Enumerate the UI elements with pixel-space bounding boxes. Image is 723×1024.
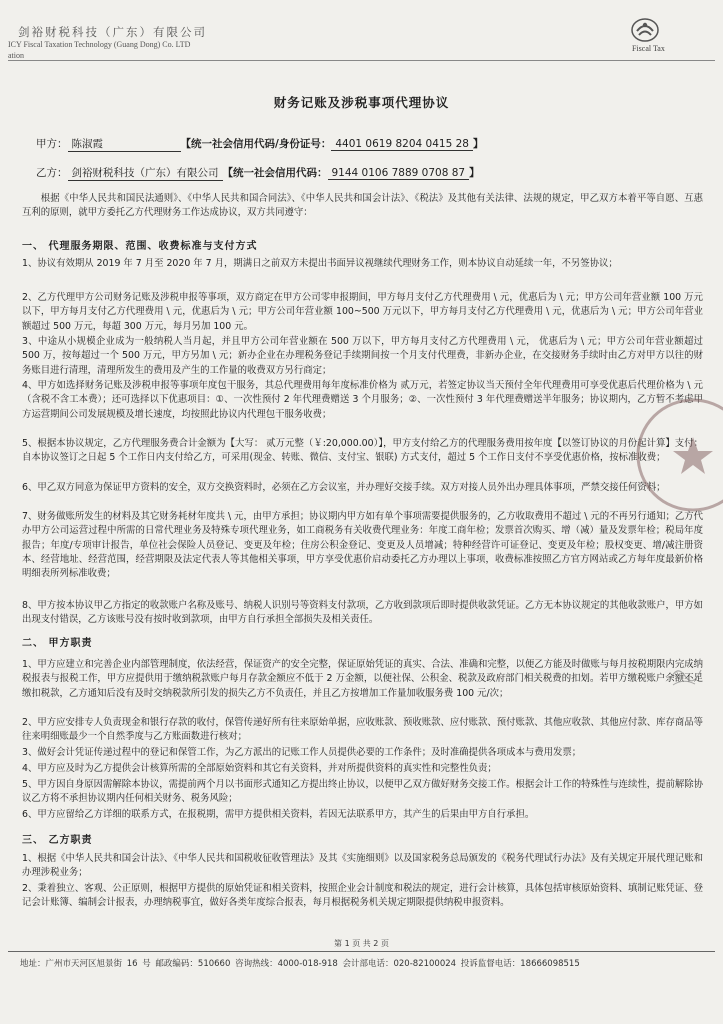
party-a-id-label: 【统一社会信用代码/身份证号： [180,138,332,150]
section-3-heading: 三、 乙方职责 [22,835,93,846]
company-name-cn: 剑裕财税科技（广东）有限公司 [18,25,207,39]
company-name-en: ICY Fiscal Taxation Technology (Guang Dong) Co. LTD [8,40,191,49]
footer-divider [8,951,715,952]
party-a-name: 陈淑霞 [68,136,181,152]
party-a-id-value: 4401 0619 8204 0415 28 [331,138,473,151]
section-2-item-2: 2、甲方应安排专人负责现金和银行存款的收付，保管传递好所有往来原始单据，应收账款、预收账款、应付账款、预付账款、其他应收款、其他应付款、库存商品等往来明细账最少一个自然季度与乙方账面数进行核对； [22,717,703,743]
section-1-heading: 一、 代理服务期限、范围、收费标准与支付方式 [22,241,258,252]
party-a-label: 甲方： [36,138,68,150]
party-a-close: 】 [472,138,484,150]
page-number: 第 1 页 共 2 页 [334,939,389,948]
party-b-id-value: 9144 0106 7889 0708 87 [328,167,470,180]
section-2-item-3: 3、做好会计凭证传递过程中的登记和保管工作，为乙方派出的记账工作人员提供必要的工作条件；及时准确提供各项成本与费用发票； [22,747,582,758]
section-1-item-7: 7、财务做账所发生的材料及其它财务耗材年度共 \ 元，由甲方承担；协议期内甲方如有单个事项需要提供服务的，乙方收取费用不超过 \ 元的不再另行通知；乙方代办甲方公司运营过程中所需的日常代理业务及特殊专项代理业务，如工商税务有关收费代理业务：年度工商年检；发票首次购买、增（减）量及发票年检；税局年度报告；年度/专项审计报告，单位社会保险人员登记、变更及年检；住房公积金登记、变更及人员增减；特种经营许可证登记、变更及年检；股权变更、增/减注册资本、经营地址、经营范围，经营期限及法定代表人等其他相关事项，甲方享受优惠价启动委托乙方办理以上事项，收费标准按照乙方官方网站或乙方每年度最新价格明细表所列标准收费； [22,511,703,580]
section-2-item-4: 4、甲方应及时为乙方提供会计核算所需的全部原始资料和其它有关资料，并对所提供资料的真实性和完整性负责； [22,763,497,774]
section-1-item-4: 4、甲方如选择财务记账及涉税申报等事项年度包干服务，其总代理费用每年度标准价格为 贰万元，若签定协议当天预付全年代理费用可享受优惠后代理价格为 \ 元（含税不含工本费）；还可选择以下优惠项目：①、一次性预付 2 年代理费赠送 3 个月服务；②、一次性预付 3 年代理费赠送半年服务；协议期内，乙方暂不考虑甲方运营期间公司发展规模及增长速度，均按照此协议内代理包干服务收费； [22,380,703,420]
section-1-item-6: 6、甲乙双方同意为保证甲方资料的安全，双方交换资料时，必须在乙方会议室，并办理好交接手续。双方对接人员外出办理具体事项，严禁交接任何资料； [22,482,666,493]
section-1-item-2: 2、乙方代理甲方公司财务记账及涉税申报等事项，双方商定在甲方公司零申报期间，甲方每月支付乙方代理费用 \ 元，优惠后为 \ 元；甲方公司年营业额 100 万元以下，甲方每月支付乙方代理费用 \ 元，优惠后为 \ 元；甲方公司年营业额 100~500 万元以下，甲方每月支付乙方代理费用 \ 元，优惠后为 \ 元；甲方公司年营业额超过 500 万元，每超 300 万元，每月另加 100 元。 [22,292,703,332]
section-1-item-8: 8、甲方按本协议甲乙方指定的收款账户名称及账号、纳税人识别号等资料支付款项，乙方收到款项后即时提供收款凭证。乙方无本协议规定的其他收款账户，甲方如出现支付错误，乙方该账号没有按时收到款项，由甲方自行承担全部损失及相关责任。 [22,600,703,626]
company-seal-stamp [633,395,723,515]
section-1-item-5: 5、根据本协议规定，乙方代理服务费合计金额为【大写： 贰万元整（￥:20,000.00）】，甲方支付给乙方的代理服务费用按年度【以签订协议的月份起计算】支付：自本协议签订之日起 5 个工作日内支付给乙方，可采用(现金、转账、微信、支付宝、银联) 方式支付，超过 5 个工作日支付不享受优惠价格，按标准收费； [22,438,703,464]
section-2-item-6: 6、甲方应留给乙方详细的联系方式，在报税期，需甲方提供相关资料，若因无法联系甲方，其产生的后果由甲方自行承担。 [22,809,535,820]
section-2-item-5: 5、甲方因自身原因需解除本协议，需提前两个月以书面形式通知乙方提出终止协议，以便甲乙双方做好财务交接工作。根据会计工作的特殊性与连续性，提前解除协议乙方将不承担协议期内任何相关财务、税务风险； [22,779,703,805]
party-b-id-label: 【统一社会信用代码： [222,167,328,179]
section-1-item-3: 3、中途从小规模企业成为一般纳税人当月起，并且甲方公司年营业额在 500 万以下，甲方每月支付乙方代理费用 \ 元， 优惠后为 \ 元；甲方公司年营业额超过 500 万，按每超过一个 500 万元，甲方另加 \ 元；新办企业在办理税务登记手续期间按一个月支付代理费，非新办企业，在交接财务手续时由乙方对甲方以往的财务账目进行清理，清理所发生的费用及产生的工作量的收费双方另行商定； [22,336,703,376]
party-a-line [36,136,483,152]
header-divider [8,60,715,61]
party-b-name: 剑裕财税科技（广东）有限公司 [68,165,223,181]
footer-contact-info: 地址：广州市天河区旭景街 16 号 邮政编码：510660 咨询热线：4000-018-918 会计部电话：020-82100024 投诉监督电话：18666098515 [20,959,580,969]
party-b-close: 】 [469,167,480,179]
preamble-paragraph: 根据《中华人民共和国民法通则》、《中华人民共和国合同法》、《中华人民共和国会计法》、《税法》及其他有关法律、法规的规定，甲乙双方本着平等自愿、互惠互利的原则，就甲方委托乙方代理财务工作达成协议，双方共同遵守： [22,193,703,219]
company-logo-icon [630,17,660,43]
section-3-item-1: 1、根据《中华人民共和国会计法》、《中华人民共和国税收征收管理法》及其《实施细则》以及国家税务总局颁发的《税务代理试行办法》及有关规定开展代理记账和办理涉税业务； [22,853,703,879]
section-3-item-2: 2、秉着独立、客观、公正原则，根据甲方提供的原始凭证和相关资料，按照企业会计制度和税法的规定，进行会计核算，具体包括审核原始资料、填制记账凭证、登记会计账簿、编制会计报表，办理纳税事宜，做好各类年度综合报表，每月根据税务机关规定期限提供纳税申报资料。 [22,883,703,909]
section-2-heading: 二、 甲方职责 [22,638,93,649]
logo-caption: Fiscal Tax [632,44,665,53]
party-b-label: 乙方： [36,167,68,179]
section-1-item-1: 1、协议有效期从 2019 年 7 月至 2020 年 7 月，期满日之前双方未提出书面异议视继续代理财务工作，则本协议自动延续一年，不另签协议； [22,258,618,269]
document-title: 财务记账及涉税事项代理协议 [273,95,450,110]
handwritten-mark [665,660,705,690]
party-b-line [36,165,480,181]
section-2-item-1: 1、甲方应建立和完善企业内部管理制度，依法经营，保证资产的安全完整，保证原始凭证的真实、合法、准确和完整，以便乙方能及时做账与每月按税期限内完成纳税报表与报税工作，甲方应提供用于缴纳税款账户每月存款金额应不低于 2 万金额，以便社保、公积金、税款及政府部门相关税费的扣划。若甲方缴税账户余额不足缴扣税款，乙方通知后没有及时交纳税款所引发的损失乙方不负责任，并且乙方按增加工作量加收服务费 100 元/次； [22,659,703,699]
company-name-en-tail: ation [8,51,24,60]
